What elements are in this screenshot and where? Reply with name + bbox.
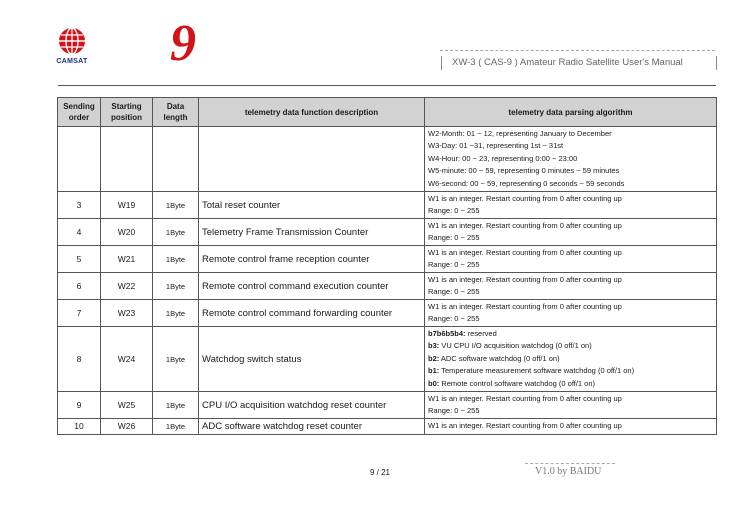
- cell-description: Remote control command execution counter: [199, 273, 425, 300]
- cell-order: 8: [58, 327, 101, 392]
- cell-description: CPU I/O acquisition watchdog reset counter: [199, 392, 425, 419]
- header-divider: [440, 50, 715, 51]
- table-row-watchdog: [58, 327, 717, 392]
- column-header: telemetry data parsing algorithm: [425, 98, 717, 127]
- cell-length: 1Byte: [153, 246, 199, 273]
- document-title: XW-3 ( CAS-9 ) Amateur Radio Satellite User's Manual: [452, 57, 683, 68]
- cell-algorithm: [425, 246, 717, 273]
- globe-icon: [57, 26, 87, 56]
- cell-position: W24: [101, 327, 153, 392]
- alg-line: Range: 0 ~ 255: [428, 260, 480, 270]
- table-row: [58, 219, 717, 246]
- bit-text: Temperature measurement software watchdog (0 off/1 on): [439, 366, 635, 376]
- cell-algorithm: [425, 219, 717, 246]
- bit-key: b3:: [428, 341, 440, 351]
- bit-line: [428, 378, 713, 390]
- table-row: [58, 300, 717, 327]
- cell-length: 1Byte: [153, 327, 199, 392]
- alg-line: W1 is an integer. Restart counting from 0 after counting up: [428, 394, 622, 404]
- cell-algorithm: [425, 273, 717, 300]
- chapter-number: 9: [170, 15, 196, 72]
- cell-algorithm: [425, 327, 717, 392]
- cell-length: 1Byte: [153, 392, 199, 419]
- page-number: 9 / 21: [369, 468, 390, 477]
- table-row: [58, 246, 717, 273]
- alg-line: W1 is an integer. Restart counting from 0 after counting up: [428, 275, 622, 285]
- cell-position: W22: [101, 273, 153, 300]
- alg-line: W1 is an integer. Restart counting from 0 after counting up: [428, 248, 622, 258]
- cell-position: W19: [101, 192, 153, 219]
- cell-order: 3: [58, 192, 101, 219]
- cell-position: W25: [101, 392, 153, 419]
- alg-line: Range: 0 ~ 255: [428, 314, 480, 324]
- cell-order: 9: [58, 392, 101, 419]
- table-row: [58, 273, 717, 300]
- cell-order: 6: [58, 273, 101, 300]
- cell-order: 7: [58, 300, 101, 327]
- cell-position: W21: [101, 246, 153, 273]
- camsat-logo: [52, 26, 92, 70]
- header-bar-left: [441, 56, 442, 70]
- cell-algorithm: [425, 192, 717, 219]
- table-row-time: [58, 127, 717, 192]
- cell-length: 1Byte: [153, 419, 199, 435]
- bit-line: [428, 365, 713, 377]
- cell-description: [199, 127, 425, 192]
- cell-position: W26: [101, 419, 153, 435]
- alg-line: W3-Day: 01 ~31, representing 1st ~ 31st: [428, 141, 564, 151]
- table-row: [58, 392, 717, 419]
- cell-order: 5: [58, 246, 101, 273]
- bit-line: [428, 353, 713, 365]
- bit-line: [428, 328, 713, 340]
- cell-length: [153, 127, 199, 192]
- telemetry-table: [57, 97, 717, 435]
- cell-order: 4: [58, 219, 101, 246]
- header-rule: [58, 85, 716, 86]
- alg-line: W6-second: 00 ~ 59, representing 0 seconds ~ 59 seconds: [428, 178, 625, 188]
- table-row: [58, 192, 717, 219]
- bit-text: reserved: [465, 329, 497, 339]
- cell-length: 1Byte: [153, 300, 199, 327]
- column-header: Data length: [153, 98, 199, 127]
- alg-line: W2-Month: 01 ~ 12, representing January to December: [428, 129, 612, 138]
- alg-line: Range: 0 ~ 255: [428, 206, 480, 216]
- cell-position: [101, 127, 153, 192]
- alg-line: W4-Hour: 00 ~ 23, representing 0:00 ~ 23:00: [428, 153, 578, 163]
- alg-line: W1 is an integer. Restart counting from 0 after counting up: [428, 221, 622, 231]
- cell-position: W20: [101, 219, 153, 246]
- alg-line: Range: 0 ~ 255: [428, 406, 480, 416]
- cell-length: 1Byte: [153, 219, 199, 246]
- table-row: [58, 419, 717, 435]
- cell-algorithm: [425, 300, 717, 327]
- table-header-row: [58, 98, 717, 127]
- cell-description: ADC software watchdog reset counter: [199, 419, 425, 435]
- cell-description: Remote control command forwarding counter: [199, 300, 425, 327]
- header-bar-right: [716, 56, 717, 70]
- cell-order: [58, 127, 101, 192]
- cell-order: 10: [58, 419, 101, 435]
- bit-key: b7b6b5b4:: [428, 329, 466, 339]
- cell-length: 1Byte: [153, 192, 199, 219]
- bit-text: Remote control software watchdog (0 off/1 on): [439, 378, 596, 388]
- cell-position: W23: [101, 300, 153, 327]
- bit-text: VU CPU I/O acquisition watchdog (0 off/1 on): [439, 341, 592, 351]
- cell-description: Watchdog switch status: [199, 327, 425, 392]
- bit-key: b2:: [428, 353, 440, 363]
- bit-key: b1:: [428, 366, 440, 376]
- cell-description: Total reset counter: [199, 192, 425, 219]
- logo-text: CAMSAT: [56, 58, 88, 65]
- alg-line: Range: 0 ~ 255: [428, 233, 480, 243]
- cell-algorithm: [425, 419, 717, 435]
- cell-algorithm: [425, 127, 717, 192]
- column-header: telemetry data function description: [199, 98, 425, 127]
- alg-line: W1 is an integer. Restart counting from 0 after counting up: [428, 302, 622, 312]
- cell-length: 1Byte: [153, 273, 199, 300]
- cell-algorithm: [425, 392, 717, 419]
- footer-divider: [525, 463, 615, 464]
- bit-text: ADC software watchdog (0 off/1 on): [439, 353, 560, 363]
- column-header: Starting position: [101, 98, 153, 127]
- alg-line: Range: 0 ~ 255: [428, 287, 480, 297]
- version-label: V1.0 by BAIDU: [535, 466, 602, 477]
- column-header: Sending order: [58, 98, 101, 127]
- alg-line: W5-minute: 00 ~ 59, representing 0 minutes ~ 59 minutes: [428, 166, 620, 176]
- bit-line: [428, 340, 713, 352]
- alg-line: W1 is an integer. Restart counting from 0 after counting up: [428, 194, 622, 204]
- cell-description: Remote control frame reception counter: [199, 246, 425, 273]
- alg-line: W1 is an integer. Restart counting from 0 after counting up: [428, 421, 622, 431]
- cell-description: Telemetry Frame Transmission Counter: [199, 219, 425, 246]
- bit-key: b0:: [428, 378, 440, 388]
